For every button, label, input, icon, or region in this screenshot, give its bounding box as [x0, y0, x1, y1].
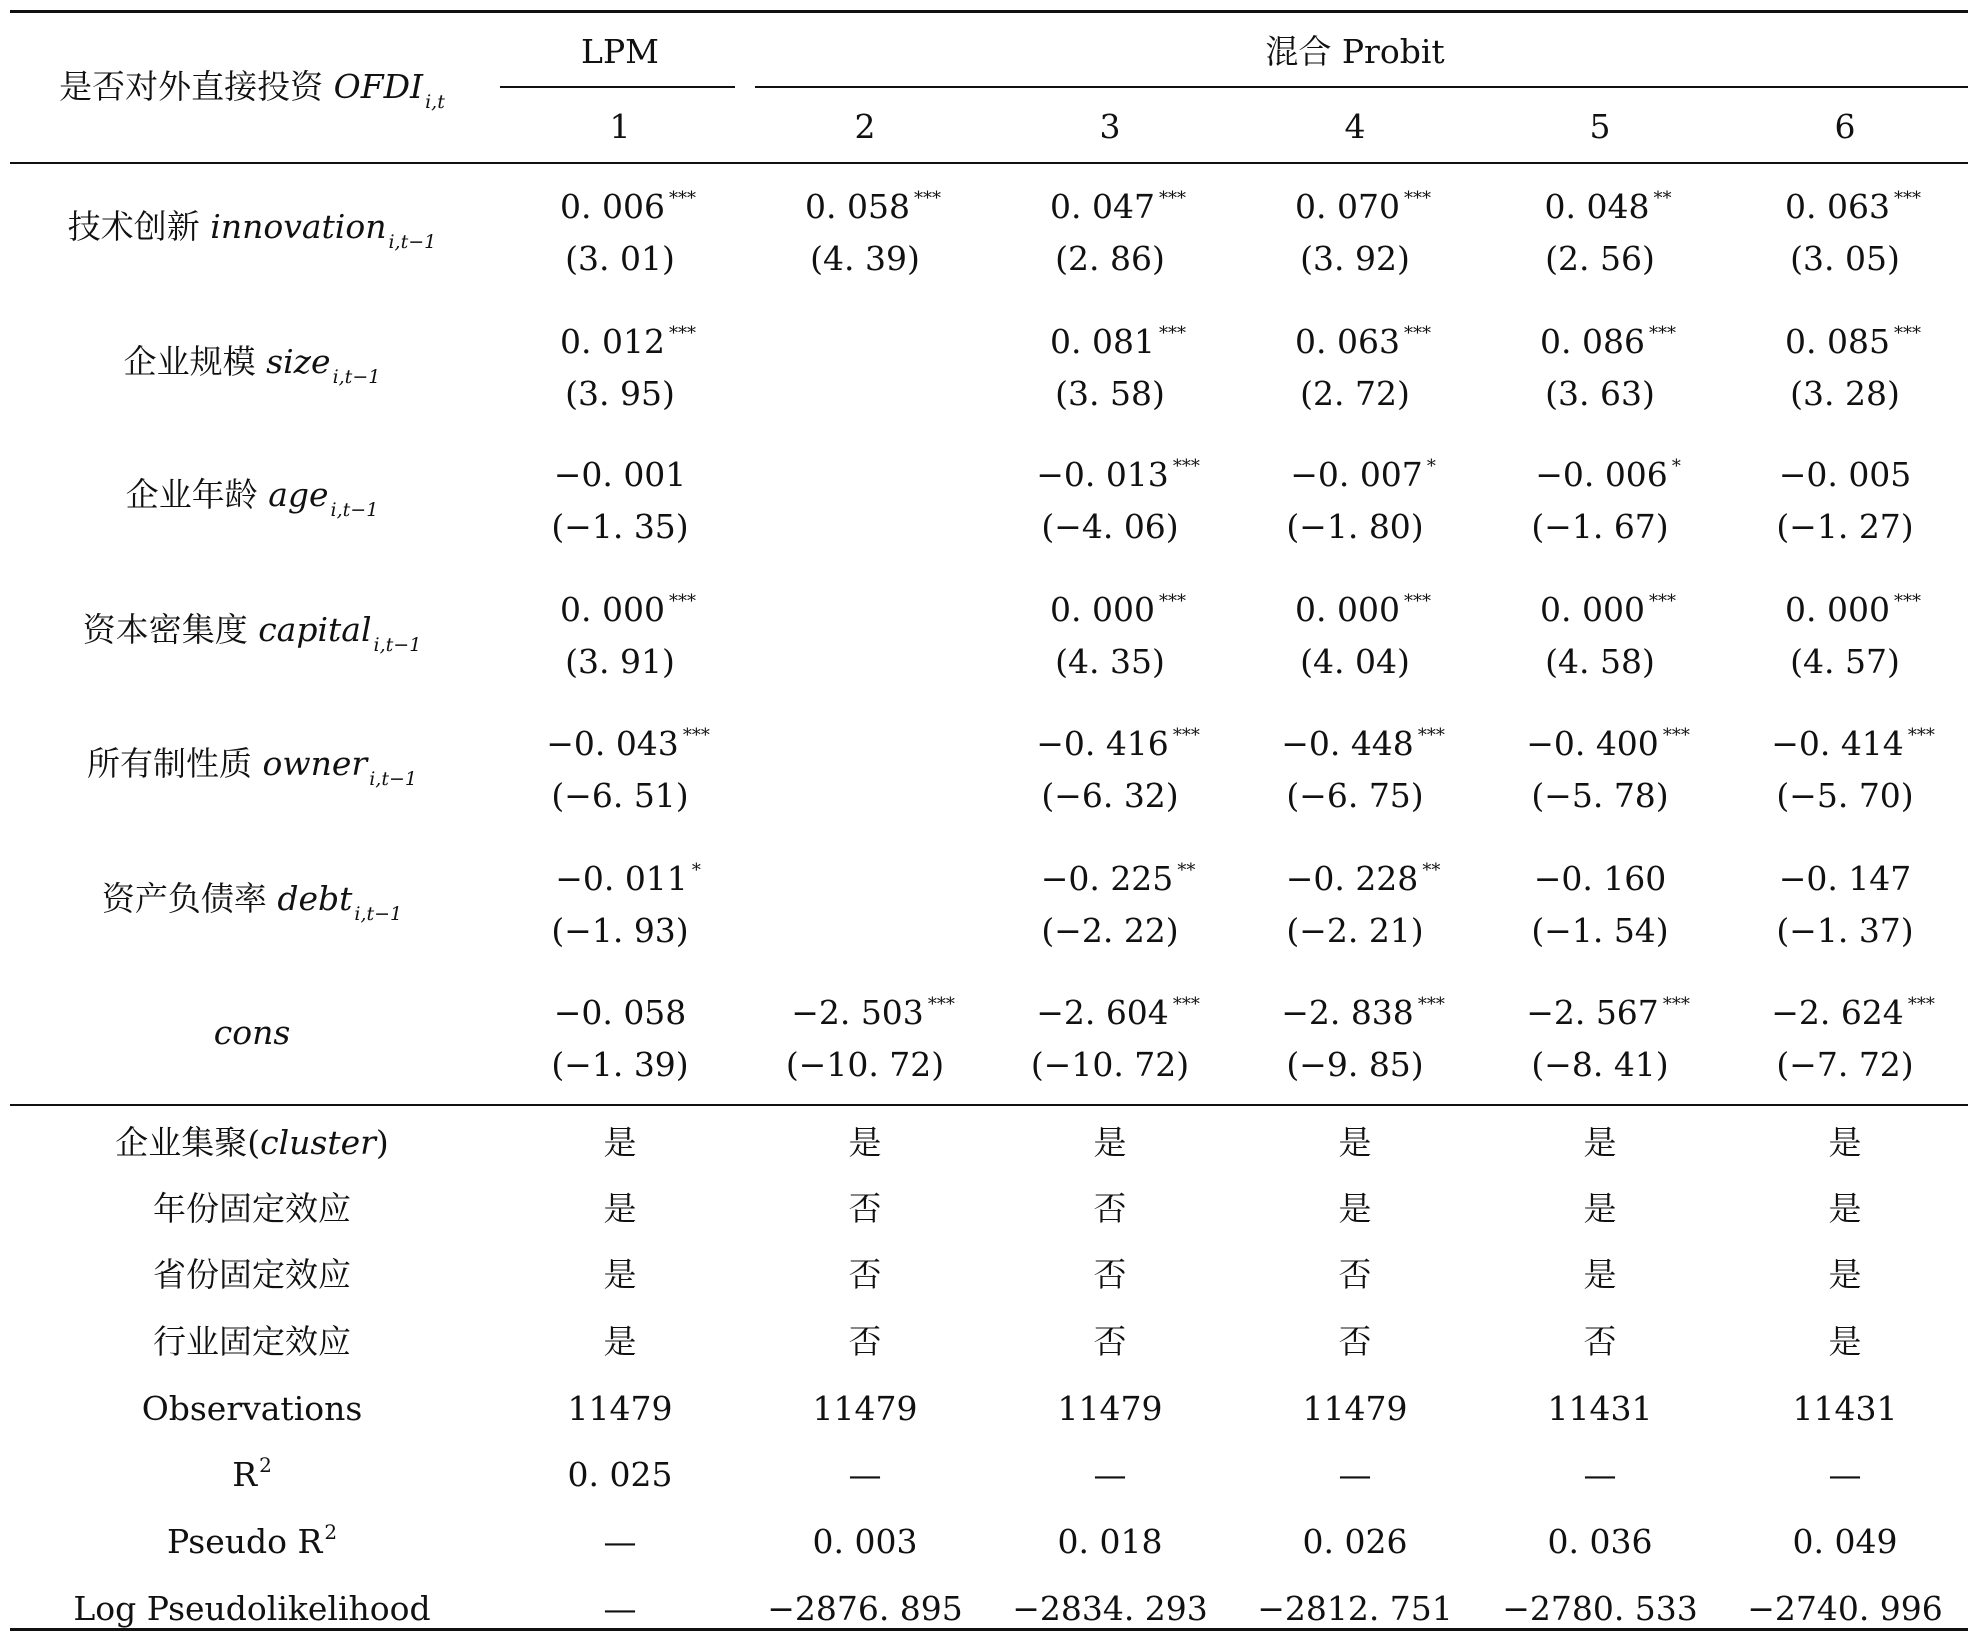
row-label-text: 资本密集度: [82, 610, 259, 649]
stat-value: 11431: [1547, 1389, 1653, 1428]
coefficient-value: 0. 063: [1785, 187, 1890, 226]
stat-value: 0. 025: [567, 1455, 673, 1494]
stat-value: —: [1093, 1455, 1127, 1494]
coefficient-value: 0. 081: [1050, 322, 1155, 361]
stat-value: 11431: [1792, 1389, 1898, 1428]
stat-label: [141, 1389, 363, 1428]
row-label-capital: [82, 610, 422, 656]
t-statistic: (4. 57): [1790, 642, 1900, 681]
coefficient-value: −0. 448: [1281, 724, 1414, 763]
significance-stars: ***: [1417, 994, 1445, 1015]
stat-label: [153, 1255, 351, 1294]
stat-label-end: ): [375, 1123, 389, 1162]
coefficient-value: 0. 085: [1785, 322, 1890, 361]
stat-value: —: [1338, 1455, 1372, 1494]
column-number-2: 2: [854, 107, 876, 146]
coefficient-value: −0. 400: [1526, 724, 1659, 763]
stat-value: 否: [1338, 1322, 1372, 1361]
t-statistic: (−6. 51): [551, 776, 689, 815]
significance-stars: *: [1671, 456, 1681, 477]
stat-label-superscript: 2: [324, 1520, 338, 1544]
coefficient-value: −0. 007: [1290, 455, 1423, 494]
dependent-label-text: 是否对外直接投资: [59, 67, 324, 106]
t-statistic: (4. 39): [810, 239, 920, 278]
column-number-6: 6: [1834, 107, 1856, 146]
row-label-text: 技术创新: [67, 207, 211, 246]
significance-stars: ***: [1158, 323, 1186, 344]
significance-stars: ***: [1403, 323, 1431, 344]
stat-value: 11479: [1302, 1389, 1408, 1428]
bottom-rule: [10, 1628, 1968, 1631]
row-var: debt: [277, 879, 353, 918]
coefficient: [1526, 993, 1690, 1032]
coefficient: [1778, 859, 1912, 898]
stat-value: 是: [1583, 1123, 1617, 1162]
probit-group-rule: [755, 86, 1968, 88]
coefficient: [546, 724, 710, 763]
coefficient: [560, 187, 696, 226]
t-statistic: (−1. 67): [1531, 507, 1669, 546]
row-subscript: i,t−1: [330, 499, 379, 521]
coefficient: [1040, 859, 1196, 898]
coefficient-value: 0. 058: [805, 187, 910, 226]
significance-stars: **: [1177, 860, 1196, 881]
coefficient-value: 0. 070: [1295, 187, 1400, 226]
row-label-text: 所有制性质: [87, 744, 263, 783]
stat-label-text: Observations: [141, 1389, 363, 1428]
coefficient: [791, 993, 955, 1032]
coefficient-value: 0. 000: [1050, 590, 1155, 629]
coefficient: [1285, 859, 1441, 898]
coefficient: [1281, 993, 1445, 1032]
t-statistic: (3. 05): [1790, 239, 1900, 278]
coefficient-value: −2. 624: [1771, 993, 1904, 1032]
t-statistic: (2. 86): [1055, 239, 1165, 278]
t-statistic: (−6. 32): [1041, 776, 1179, 815]
stat-value: 是: [603, 1189, 637, 1228]
row-var: cons: [213, 1013, 291, 1052]
row-label-innovation: [67, 207, 437, 253]
t-statistic: (−9. 85): [1286, 1045, 1424, 1084]
stats-separator-rule: [10, 1104, 1968, 1106]
coefficient: [555, 859, 701, 898]
coefficient: [553, 993, 687, 1032]
stat-label: [166, 1520, 338, 1561]
significance-stars: ***: [927, 994, 955, 1015]
coefficient-value: −2. 604: [1036, 993, 1169, 1032]
coefficient: [1050, 590, 1186, 629]
stat-value: 否: [1583, 1322, 1617, 1361]
significance-stars: ***: [1172, 994, 1200, 1015]
significance-stars: ***: [913, 188, 941, 209]
t-statistic: (3. 63): [1545, 374, 1655, 413]
significance-stars: ***: [1403, 188, 1431, 209]
coefficient: [1785, 187, 1921, 226]
coefficient: [553, 455, 687, 494]
coefficient: [560, 590, 696, 629]
coefficient: [1526, 724, 1690, 763]
stat-value: 是: [1338, 1189, 1372, 1228]
coefficient-value: 0. 006: [560, 187, 665, 226]
t-statistic: (−10. 72): [1030, 1045, 1190, 1084]
significance-stars: ***: [1648, 323, 1676, 344]
stat-label-text: Pseudo R: [166, 1522, 323, 1561]
top-rule: [10, 10, 1968, 13]
stat-value: −2740. 996: [1747, 1589, 1943, 1628]
row-label-debt: [101, 879, 403, 925]
row-label-cons: [213, 1013, 291, 1052]
stat-value: 0. 018: [1057, 1522, 1163, 1561]
t-statistic: (−1. 27): [1776, 507, 1914, 546]
stat-value: 否: [1093, 1189, 1127, 1228]
significance-stars: ***: [1893, 591, 1921, 612]
significance-stars: ***: [1907, 994, 1935, 1015]
significance-stars: ***: [1893, 323, 1921, 344]
coefficient: [1295, 590, 1431, 629]
significance-stars: **: [1653, 188, 1672, 209]
coefficient: [1036, 993, 1200, 1032]
stat-value: 0. 049: [1792, 1522, 1898, 1561]
coefficient-value: 0. 048: [1544, 187, 1650, 226]
t-statistic: (3. 95): [565, 374, 675, 413]
t-statistic: (3. 01): [565, 239, 675, 278]
t-statistic: (−2. 21): [1286, 911, 1424, 950]
coefficient-value: −0. 147: [1778, 859, 1912, 898]
stat-label-text: 企业集聚(: [115, 1123, 261, 1162]
stat-value: 否: [1093, 1255, 1127, 1294]
row-label-size: [123, 342, 381, 388]
stat-value: 是: [1828, 1189, 1862, 1228]
row-subscript: i,t−1: [354, 903, 403, 925]
coefficient: [1785, 590, 1921, 629]
row-var: owner: [262, 744, 368, 783]
stat-value: 0. 036: [1547, 1522, 1653, 1561]
coefficient: [1281, 724, 1445, 763]
coefficient-value: −0. 225: [1040, 859, 1174, 898]
coefficient-value: −0. 058: [553, 993, 687, 1032]
significance-stars: ***: [1172, 725, 1200, 746]
t-statistic: (3. 28): [1790, 374, 1900, 413]
stat-label: [73, 1589, 431, 1628]
t-statistic: (4. 58): [1545, 642, 1655, 681]
coefficient: [1036, 724, 1200, 763]
stat-value: 11479: [1057, 1389, 1163, 1428]
stat-value: —: [603, 1589, 637, 1628]
stat-value: 11479: [812, 1389, 918, 1428]
coefficient-value: −0. 006: [1535, 455, 1668, 494]
significance-stars: ***: [1417, 725, 1445, 746]
coefficient-value: −0. 160: [1533, 859, 1667, 898]
row-label-age: [125, 475, 379, 521]
stat-value: —: [1583, 1455, 1617, 1494]
coefficient: [1535, 455, 1681, 494]
stat-value: 是: [603, 1322, 637, 1361]
row-subscript: i,t−1: [369, 768, 417, 790]
column-number-3: 3: [1099, 107, 1121, 146]
stat-value: −2876. 895: [767, 1589, 963, 1628]
t-statistic: (−1. 93): [551, 911, 689, 950]
stat-value: 否: [848, 1322, 882, 1361]
stat-value: 0. 003: [812, 1522, 918, 1561]
coefficient-value: −0. 043: [546, 724, 679, 763]
t-statistic: (−1. 35): [551, 507, 689, 546]
significance-stars: ***: [1907, 725, 1935, 746]
lpm-group-rule: [500, 86, 735, 88]
stat-value: 是: [1583, 1255, 1617, 1294]
coefficient: [1771, 993, 1935, 1032]
coefficient-value: −0. 228: [1285, 859, 1419, 898]
coefficient: [1295, 322, 1431, 361]
stat-value: 否: [848, 1255, 882, 1294]
column-number-4: 4: [1344, 107, 1366, 146]
stat-label-italic: cluster: [260, 1123, 376, 1162]
stat-value: 是: [603, 1123, 637, 1162]
t-statistic: (3. 92): [1300, 239, 1410, 278]
stat-label-text: Log Pseudolikelihood: [73, 1589, 431, 1628]
row-subscript: i,t−1: [332, 366, 381, 388]
significance-stars: **: [1422, 860, 1441, 881]
coefficient: [1533, 859, 1667, 898]
stat-value: 是: [1093, 1123, 1127, 1162]
stat-value: 是: [1828, 1322, 1862, 1361]
stat-value: 是: [848, 1123, 882, 1162]
header-bottom-rule: [10, 162, 1968, 164]
stat-value: —: [848, 1455, 882, 1494]
stat-value: −2812. 751: [1257, 1589, 1453, 1628]
coefficient: [1540, 590, 1676, 629]
stat-label: [232, 1453, 272, 1494]
significance-stars: ***: [668, 188, 696, 209]
coefficient-value: −2. 567: [1526, 993, 1659, 1032]
significance-stars: ***: [1648, 591, 1676, 612]
row-var: innovation: [210, 207, 387, 246]
t-statistic: (−6. 75): [1286, 776, 1424, 815]
stat-value: 否: [1093, 1322, 1127, 1361]
group-header-lpm: LPM: [581, 32, 659, 71]
coefficient-value: −0. 414: [1771, 724, 1904, 763]
coefficient-value: 0. 063: [1295, 322, 1400, 361]
coefficient: [560, 322, 696, 361]
coefficient-value: −0. 011: [555, 859, 688, 898]
stat-label-text: 省份固定效应: [153, 1255, 351, 1294]
row-label-text: 企业规模: [123, 342, 267, 381]
coefficient-value: −0. 001: [553, 455, 687, 494]
t-statistic: (2. 72): [1300, 374, 1410, 413]
stat-label-superscript: 2: [259, 1453, 272, 1477]
stat-value: 否: [848, 1189, 882, 1228]
dependent-var: OFDI: [323, 67, 424, 106]
t-statistic: (−1. 80): [1286, 507, 1424, 546]
t-statistic: (2. 56): [1545, 239, 1655, 278]
coefficient-value: 0. 000: [1295, 590, 1400, 629]
group-header-probit: 混合 Probit: [1265, 32, 1445, 71]
t-statistic: (−8. 41): [1531, 1045, 1669, 1084]
stat-value: −2834. 293: [1012, 1589, 1208, 1628]
stat-value: 否: [1338, 1255, 1372, 1294]
row-label-text: 资产负债率: [101, 879, 278, 918]
coefficient: [1036, 455, 1200, 494]
stat-value: 是: [603, 1255, 637, 1294]
coefficient: [1050, 187, 1186, 226]
stat-label: [115, 1123, 389, 1162]
stat-value: −2780. 533: [1502, 1589, 1698, 1628]
t-statistic: (−5. 70): [1776, 776, 1914, 815]
coefficient-value: 0. 000: [1785, 590, 1890, 629]
t-statistic: (3. 91): [565, 642, 675, 681]
t-statistic: (3. 58): [1055, 374, 1165, 413]
coefficient: [1785, 322, 1921, 361]
coefficient-value: −0. 005: [1778, 455, 1912, 494]
coefficient: [1778, 455, 1912, 494]
t-statistic: (−10. 72): [785, 1045, 945, 1084]
row-var: capital: [258, 610, 372, 649]
significance-stars: *: [1426, 456, 1436, 477]
significance-stars: ***: [682, 725, 710, 746]
t-statistic: (−4. 06): [1041, 507, 1179, 546]
coefficient: [1771, 724, 1935, 763]
coefficient-value: −2. 503: [791, 993, 924, 1032]
stat-label-text: 年份固定效应: [153, 1189, 351, 1228]
significance-stars: ***: [1172, 456, 1200, 477]
coefficient-value: 0. 000: [560, 590, 665, 629]
row-subscript: i,t−1: [373, 634, 422, 656]
coefficient: [1540, 322, 1676, 361]
column-number-1: 1: [609, 107, 631, 146]
stat-value: 是: [1338, 1123, 1372, 1162]
significance-stars: *: [691, 860, 701, 881]
stat-value: —: [603, 1522, 637, 1561]
coefficient: [1050, 322, 1186, 361]
coefficient-value: 0. 047: [1050, 187, 1155, 226]
stat-value: 11479: [567, 1389, 673, 1428]
significance-stars: ***: [1158, 188, 1186, 209]
row-subscript: i,t−1: [388, 231, 437, 253]
row-label-text: 企业年龄: [125, 475, 269, 514]
coefficient-value: 0. 000: [1540, 590, 1645, 629]
row-label-owner: [87, 744, 417, 790]
stat-label: [153, 1322, 351, 1361]
t-statistic: (−7. 72): [1776, 1045, 1914, 1084]
coefficient-value: 0. 086: [1540, 322, 1645, 361]
stat-value: 0. 026: [1302, 1522, 1408, 1561]
significance-stars: ***: [1893, 188, 1921, 209]
coefficient: [1290, 455, 1436, 494]
stat-label-text: 行业固定效应: [153, 1322, 351, 1361]
dependent-variable-label: [59, 67, 445, 113]
stat-label-text: R: [232, 1455, 258, 1494]
coefficient: [805, 187, 941, 226]
row-var: size: [266, 342, 331, 381]
coefficient: [1544, 187, 1672, 226]
t-statistic: (4. 04): [1300, 642, 1410, 681]
t-statistic: (−1. 37): [1776, 911, 1914, 950]
t-statistic: (−1. 39): [551, 1045, 689, 1084]
t-statistic: (−2. 22): [1041, 911, 1179, 950]
stat-value: 是: [1828, 1123, 1862, 1162]
significance-stars: ***: [1662, 725, 1690, 746]
coefficient-value: −0. 013: [1036, 455, 1169, 494]
stat-value: 是: [1583, 1189, 1617, 1228]
coefficient-value: −0. 416: [1036, 724, 1169, 763]
stat-value: —: [1828, 1455, 1862, 1494]
significance-stars: ***: [1403, 591, 1431, 612]
stat-label: [153, 1189, 351, 1228]
significance-stars: ***: [668, 323, 696, 344]
row-var: age: [268, 475, 329, 514]
significance-stars: ***: [668, 591, 696, 612]
significance-stars: ***: [1662, 994, 1690, 1015]
significance-stars: ***: [1158, 591, 1186, 612]
t-statistic: (−5. 78): [1531, 776, 1669, 815]
t-statistic: (−1. 54): [1531, 911, 1669, 950]
coefficient-value: 0. 012: [560, 322, 665, 361]
coefficient: [1295, 187, 1431, 226]
dependent-subscript: i,t: [425, 91, 445, 113]
coefficient-value: −2. 838: [1281, 993, 1414, 1032]
t-statistic: (4. 35): [1055, 642, 1165, 681]
stat-value: 是: [1828, 1255, 1862, 1294]
column-number-5: 5: [1589, 107, 1611, 146]
